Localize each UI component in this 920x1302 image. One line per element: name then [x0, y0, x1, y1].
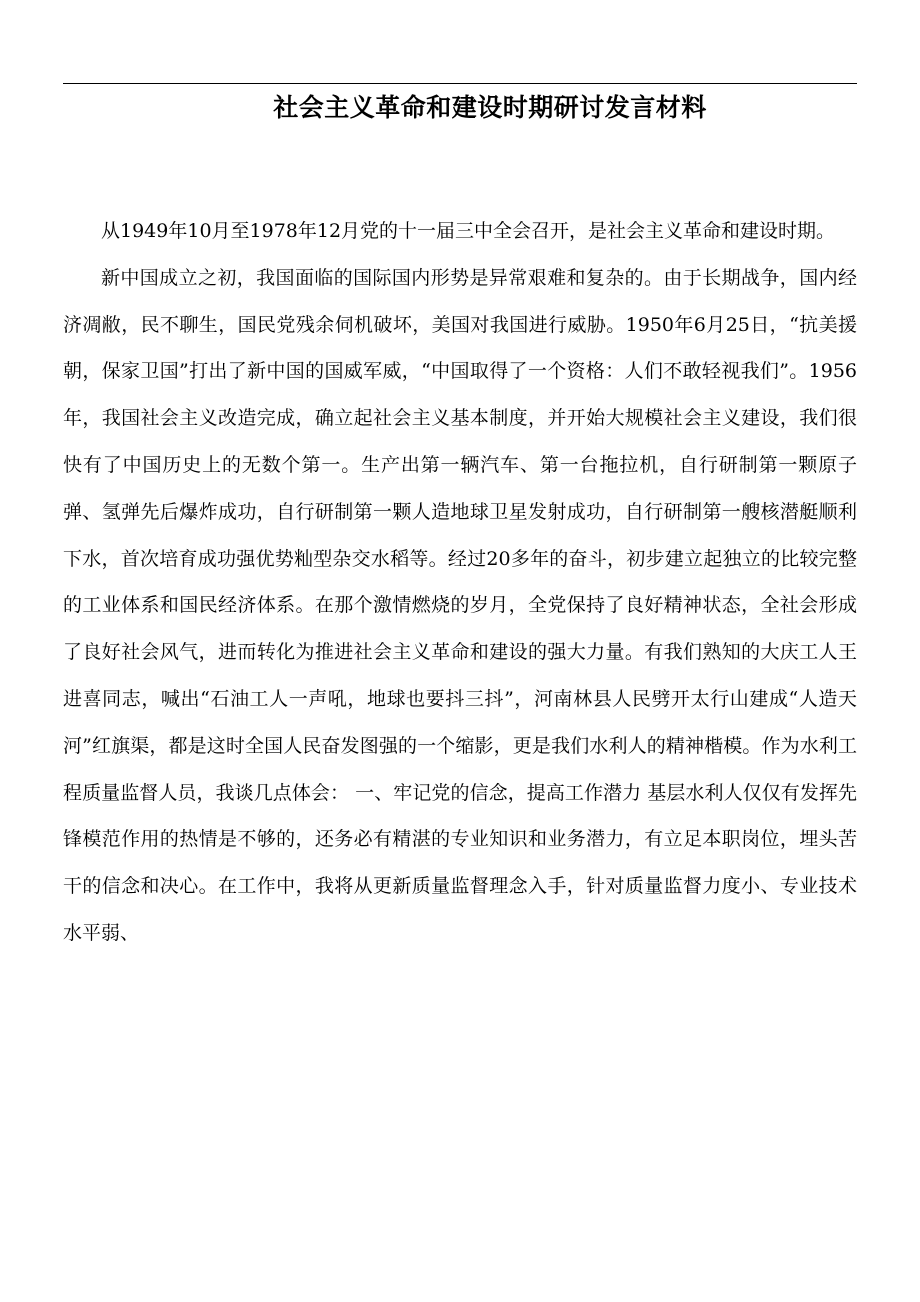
- paragraph-intro: 从1949年10月至1978年12月党的十一届三中全会召开，是社会主义革命和建设时期。: [101, 220, 836, 242]
- document-body: [63, 208, 857, 957]
- paragraph-main: 新中国成立之初，我国面临的国际国内形势是异常艰难和复杂的。由于长期战争，国内经济凋敝，民不聊生，国民党残余伺机破坏，美国对我国进行威胁。1950年6月25日，“抗美援朝，保家卫国”打出了新中国的国威军威，“中国取得了一个资格：人们不敢轻视我们”。1956年，我国社会主义改造完成，确立起社会主义基本制度，并开始大规模社会主义建设，我们很快有了中国历史上的无数个第一。生产出第一辆汽车、第一台拖拉机，自行研制第一颗原子弹、氢弹先后爆炸成功，自行研制第一颗人造地球卫星发射成功，自行研制第一艘核潜艇顺利下水，首次培育成功强优势籼型杂交水稻等。经过20多年的奋斗，初步建立起独立的比较完整的工业体系和国民经济体系。在那个激情燃烧的岁月，全党保持了良好精神状态，全社会形成了良好社会风气，进而转化为推进社会主义革命和建设的强大力量。有我们熟知的大庆工人王进喜同志，喊出“石油工人一声吼，地球也要抖三抖”，河南林县人民劈开太行山建成“人造天河”红旗渠，都是这时全国人民奋发图强的一个缩影，更是我们水利人的精神楷模。作为水利工程质量监督人员，我谈几点体会： 一、牢记党的信念，提高工作潜力 基层水利人仅仅有发挥先锋模范作用的热情是不够的，还务必有精湛的专业知识和业务潜力，有立足本职岗位，埋头苦干的信念和决心。在工作中，我将从更新质量监督理念入手，针对质量监督力度小、专业技术水平弱、: [63, 266, 857, 944]
- document-title: 社会主义革命和建设时期研讨发言材料: [273, 93, 707, 122]
- header-rule: [63, 83, 857, 84]
